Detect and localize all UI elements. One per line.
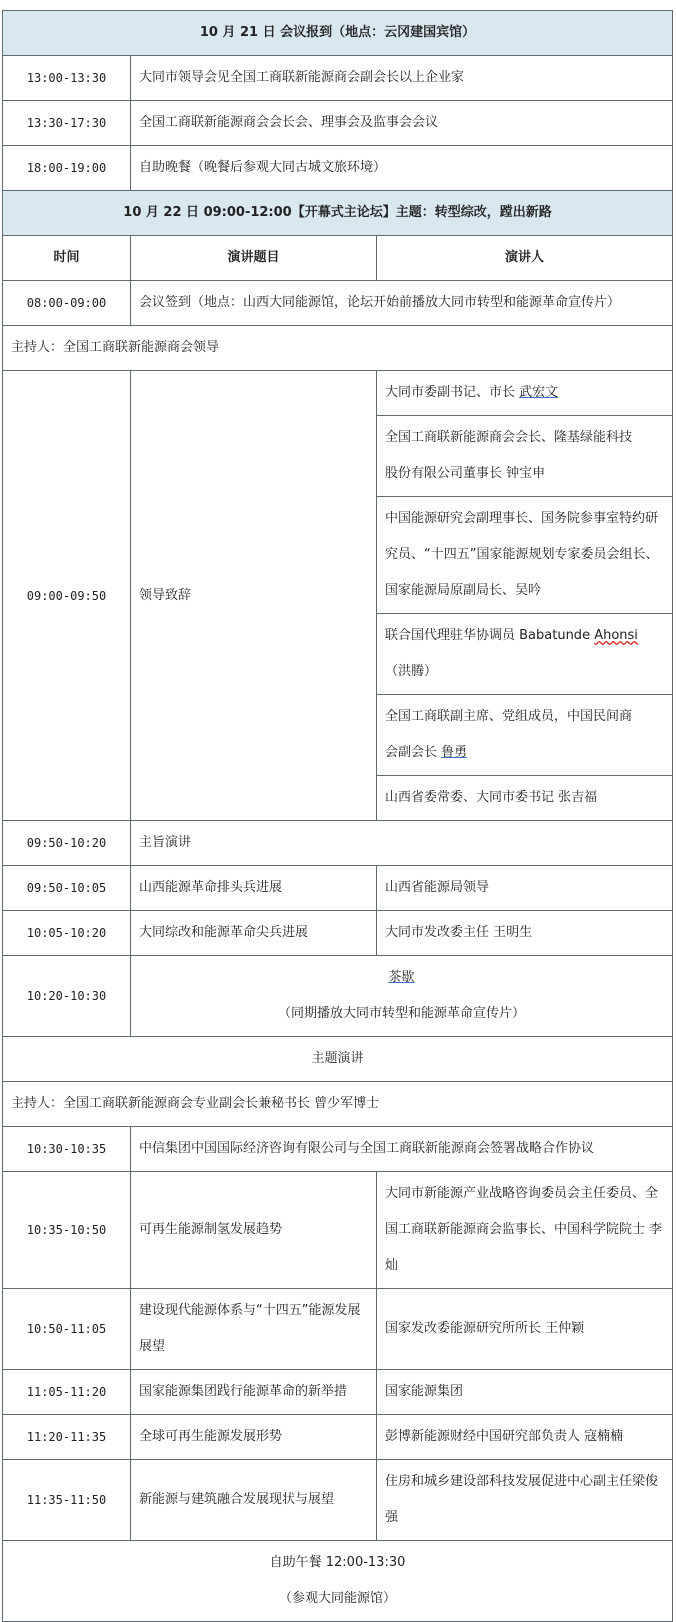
speaker-cell: 中国能源研究会副理事长、国务院参事室特约研究员、“十四五”国家能源规划专家委员会组长、国家能源局原副局长、吴吟 (377, 497, 673, 614)
speaker-line: （洪腾） (385, 664, 438, 679)
time-cell: 11:20-11:35 (3, 1415, 131, 1460)
tea-break-note: （同期播放大同市转型和能源革命宣传片） (278, 1006, 526, 1021)
table-row (3, 371, 673, 416)
topic-cell: 全球可再生能源发展形势 (131, 1415, 377, 1460)
table-row (3, 956, 673, 1037)
topic-cell: 建设现代能源体系与“十四五”能源发展展望 (131, 1289, 377, 1370)
lunch-title: 自助午餐 12:00-13:30 (269, 1555, 406, 1570)
table-row (3, 821, 673, 866)
day2-header-row (3, 191, 673, 236)
event-cell: 全国工商联新能源商会会长会、理事会及监事会会议 (131, 101, 673, 146)
event-cell: 主旨演讲 (131, 821, 673, 866)
topic-cell: 领导致辞 (131, 371, 377, 821)
time-cell: 18:00-19:00 (3, 146, 131, 191)
time-cell: 09:50-10:20 (3, 821, 131, 866)
speaker-title: 会副会长 (385, 745, 442, 760)
speaker-name: 鲁勇 (441, 745, 468, 760)
topic-cell: 新能源与建筑融合发展现状与展望 (131, 1460, 377, 1541)
column-header-row (3, 236, 673, 281)
lunch-row (3, 1541, 673, 1622)
time-cell: 13:00-13:30 (3, 56, 131, 101)
host-row (3, 1082, 673, 1127)
column-header-speaker: 演讲人 (377, 236, 673, 281)
speaker-cell: 山西省委常委、大同市委书记 张吉福 (377, 776, 673, 821)
table-row (3, 866, 673, 911)
event-cell: 中信集团中国国际经济咨询有限公司与全国工商联新能源商会签署战略合作协议 (131, 1127, 673, 1172)
topic-cell: 国家能源集团践行能源革命的新举措 (131, 1370, 377, 1415)
lunch-cell (3, 1541, 673, 1622)
event-cell: 大同市领导会见全国工商联新能源商会副会长以上企业家 (131, 56, 673, 101)
time-cell: 10:35-10:50 (3, 1172, 131, 1289)
speaker-name: 武宏文 (519, 385, 559, 400)
speaker-cell (377, 695, 673, 776)
table-row (3, 911, 673, 956)
speaker-name: Ahonsi (594, 628, 638, 643)
speaker-cell: 彭博新能源财经中国研究部负责人 寇楠楠 (377, 1415, 673, 1460)
column-header-time: 时间 (3, 236, 131, 281)
section-row (3, 1037, 673, 1082)
table-row (3, 1370, 673, 1415)
table-row (3, 56, 673, 101)
host-cell: 主持人：全国工商联新能源商会领导 (3, 326, 673, 371)
speaker-line: 股份有限公司董事长 钟宝申 (385, 466, 546, 481)
host-cell: 主持人：全国工商联新能源商会专业副会长兼秘书长 曾少军博士 (3, 1082, 673, 1127)
speaker-line: 全国工商联新能源商会会长、隆基绿能科技 (385, 430, 633, 445)
speaker-cell: 住房和城乡建设部科技发展促进中心副主任梁俊强 (377, 1460, 673, 1541)
time-cell: 10:30-10:35 (3, 1127, 131, 1172)
time-cell: 10:05-10:20 (3, 911, 131, 956)
table-row (3, 146, 673, 191)
section-title: 主题演讲 (3, 1037, 673, 1082)
time-cell: 09:50-10:05 (3, 866, 131, 911)
event-cell: 会议签到（地点：山西大同能源馆，论坛开始前播放大同市转型和能源革命宣传片） (131, 281, 673, 326)
lunch-note: （参观大同能源馆） (279, 1591, 397, 1606)
speaker-cell: 山西省能源局领导 (377, 866, 673, 911)
speaker-cell (377, 614, 673, 695)
time-cell: 09:00-09:50 (3, 371, 131, 821)
column-header-topic: 演讲题目 (131, 236, 377, 281)
speaker-cell: 国家能源集团 (377, 1370, 673, 1415)
speaker-cell: 国家发改委能源研究所所长 王仲颖 (377, 1289, 673, 1370)
speaker-title: 联合国代理驻华协调员 Babatunde (385, 628, 595, 643)
speaker-title: 大同市委副书记、市长 (385, 385, 520, 400)
table-row (3, 1172, 673, 1289)
speaker-cell: 大同市发改委主任 王明生 (377, 911, 673, 956)
table-row (3, 1127, 673, 1172)
table-row (3, 1460, 673, 1541)
time-cell: 11:35-11:50 (3, 1460, 131, 1541)
tea-break-cell (131, 956, 673, 1037)
topic-cell: 可再生能源制氢发展趋势 (131, 1172, 377, 1289)
day1-header-row (3, 11, 673, 56)
table-row (3, 1415, 673, 1460)
topic-cell: 大同综改和能源革命尖兵进展 (131, 911, 377, 956)
speaker-cell: 大同市新能源产业战略咨询委员会主任委员、全国工商联新能源商会监事长、中国科学院院士 李灿 (377, 1172, 673, 1289)
time-cell: 13:30-17:30 (3, 101, 131, 146)
speaker-cell (377, 416, 673, 497)
table-row (3, 1289, 673, 1370)
time-cell: 08:00-09:00 (3, 281, 131, 326)
topic-cell: 山西能源革命排头兵进展 (131, 866, 377, 911)
speaker-cell (377, 371, 673, 416)
host-row (3, 326, 673, 371)
agenda-table (2, 10, 673, 1622)
tea-break-title: 茶歇 (388, 970, 415, 985)
time-cell: 10:50-11:05 (3, 1289, 131, 1370)
table-row (3, 101, 673, 146)
time-cell: 11:05-11:20 (3, 1370, 131, 1415)
day2-header: 10 月 22 日 09:00-12:00【开幕式主论坛】主题：转型综改，蹚出新路 (3, 191, 673, 236)
time-cell: 10:20-10:30 (3, 956, 131, 1037)
speaker-line: 全国工商联副主席、党组成员，中国民间商 (385, 709, 633, 724)
table-row (3, 281, 673, 326)
day1-header: 10 月 21 日 会议报到（地点：云冈建国宾馆） (3, 11, 673, 56)
event-cell: 自助晚餐（晚餐后参观大同古城文旅环境） (131, 146, 673, 191)
